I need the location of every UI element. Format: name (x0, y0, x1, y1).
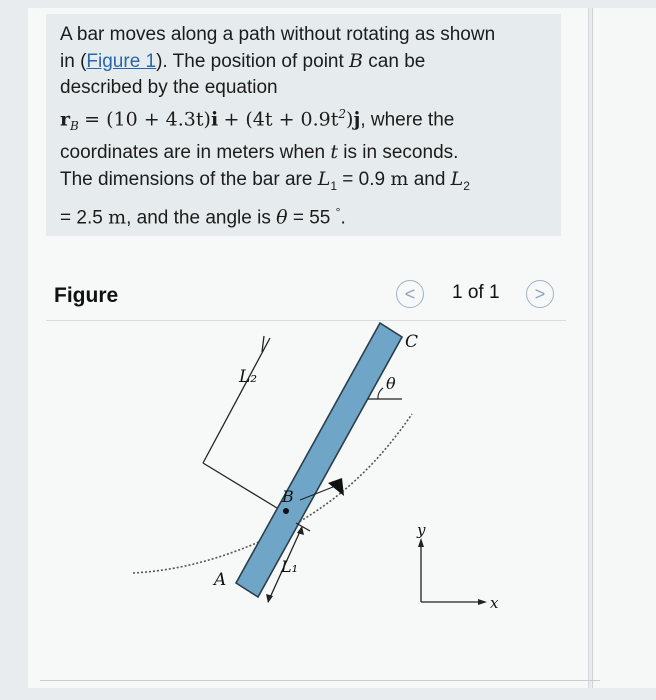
theta-arc (378, 388, 383, 399)
text: coordinates are in meters when (60, 142, 326, 164)
point-b (283, 508, 289, 514)
bar (236, 323, 402, 597)
text: in ( (60, 51, 87, 72)
figure-count: 1 of 1 (452, 282, 500, 303)
eq-j: j (353, 108, 361, 131)
eq-sq: 2 (338, 107, 347, 121)
l1-ext-top (296, 523, 310, 531)
eq-body: = (10 + 4.3t) (84, 108, 211, 131)
problem-line-1: A bar moves along a path without rotating as shown (60, 24, 496, 45)
label-l2: L₂ (239, 367, 258, 387)
label-b: B (282, 487, 294, 506)
eq-mid: + (4t + 0.9t (223, 108, 339, 131)
problem-line-3: described by the equation (60, 77, 278, 98)
text: ). The position of point (156, 51, 344, 72)
label-y: y (417, 521, 426, 539)
text: The dimensions of the bar are (60, 169, 313, 191)
label-c: C (405, 332, 419, 352)
label-a: A (214, 570, 227, 590)
degree: ° (335, 204, 341, 219)
l1-arrow-bottom (266, 594, 273, 603)
text: is in seconds. (343, 142, 459, 164)
val-theta: = 55 (292, 207, 331, 229)
val-l1: = 0.9 (342, 169, 386, 191)
text: , and the angle is (126, 207, 271, 229)
chevron-left-icon: < (404, 284, 416, 304)
eq-i: i (210, 108, 219, 131)
text: and (413, 169, 446, 191)
text: can be (368, 51, 426, 72)
var-l2: L (450, 168, 464, 191)
x-arrow (478, 599, 487, 605)
text: , where the (360, 109, 455, 131)
val-l2: = 2.5 (60, 207, 103, 229)
text: . (340, 207, 346, 229)
eq-r: r (60, 108, 71, 131)
eq-sub: B (70, 119, 79, 134)
unit-m: m (108, 206, 127, 229)
sub-2: 2 (463, 178, 470, 193)
b-pointer-arrowhead (328, 478, 344, 496)
unit-m: m (390, 168, 409, 191)
var-l1: L (317, 168, 331, 191)
l2-extension-line (203, 463, 277, 508)
sub-1: 1 (330, 178, 338, 193)
label-l1: L₁ (281, 557, 299, 576)
figure-link[interactable]: Figure 1 (86, 51, 157, 72)
var-theta: θ (276, 206, 288, 229)
l2-dimension-line (203, 338, 270, 463)
bottom-divider (40, 680, 600, 681)
eq-close: ) (346, 108, 354, 131)
y-arrow (418, 538, 424, 547)
var-b: B (349, 50, 364, 72)
figure-title: Figure (54, 284, 119, 307)
var-t: t (330, 141, 339, 164)
label-theta: θ (386, 374, 396, 393)
label-x: x (490, 594, 499, 612)
chevron-right-icon: > (534, 284, 546, 304)
